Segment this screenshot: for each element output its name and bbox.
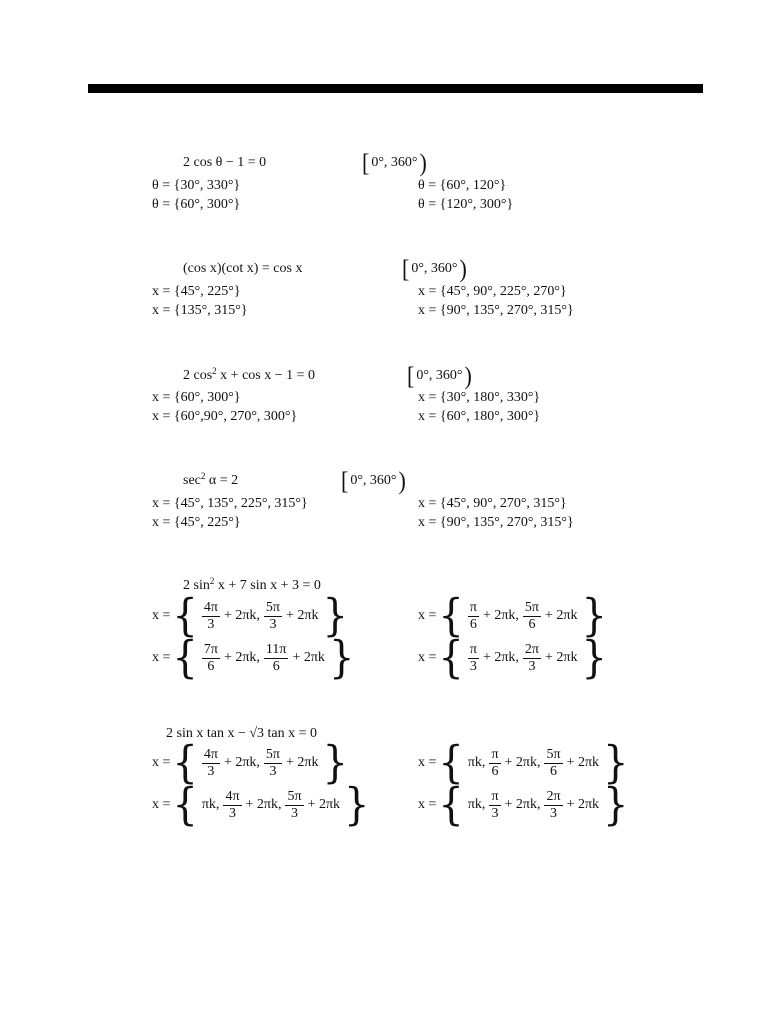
interval-4-text: 0°, 360° — [350, 473, 397, 488]
option-5b-frac1: $\frac{7\pi}{6}$ — [203, 641, 218, 674]
option-6a-frac2: $\frac{5\pi}{3}$ — [265, 746, 280, 779]
option-5b-term2: + 2πk — [292, 650, 325, 665]
option-1a[interactable]: θ = {30°, 330°} — [152, 178, 241, 193]
equation-4-prefix: sec — [183, 473, 201, 488]
open-brace: { — [438, 779, 464, 831]
option-3d[interactable]: x = {60°, 180°, 300°} — [418, 409, 541, 424]
interval-3-text: 0°, 360° — [416, 368, 463, 383]
option-1c[interactable]: θ = {60°, 120°} — [418, 178, 507, 193]
interval-4: [ 0°, 360° ) — [341, 466, 406, 495]
option-5d-frac1: $\frac{\pi}{3}$ — [469, 641, 477, 674]
close-brace: } — [581, 590, 607, 642]
option-5d-term2: + 2πk — [544, 650, 578, 665]
option-6d-frac1: $\frac{\pi}{3}$ — [491, 788, 499, 821]
option-5c-frac2: $\frac{5\pi}{6}$ — [524, 599, 539, 632]
option-5d[interactable] — [418, 632, 609, 684]
option-5c[interactable] — [418, 590, 609, 642]
equation-3-exponent: 2 — [212, 366, 217, 376]
option-2a[interactable]: x = {45°, 225°} — [152, 284, 241, 299]
option-5b-frac2: $\frac{11\pi}{6}$ — [265, 641, 287, 674]
equation-5 — [183, 577, 321, 595]
option-6b[interactable] — [152, 779, 371, 831]
open-brace: { — [172, 779, 198, 831]
equation-3-prefix: 2 cos — [183, 368, 213, 383]
option-6a-term1: + 2πk, — [223, 755, 260, 770]
option-6c-frac2: $\frac{5\pi}{6}$ — [546, 746, 561, 779]
option-5b-prefix: x = — [152, 650, 171, 665]
option-5a-term2: + 2πk — [285, 608, 319, 623]
option-5a[interactable] — [152, 590, 350, 642]
option-6d-term2: + 2πk — [566, 797, 600, 812]
close-brace: } — [581, 632, 607, 684]
equation-4 — [183, 472, 238, 490]
equation-6: 2 sin x tan x − √3 tan x = 0 — [166, 726, 318, 741]
option-5d-term1: + 2πk, — [482, 650, 519, 665]
option-5a-frac1: $\frac{4\pi}{3}$ — [203, 599, 218, 632]
equation-2: (cos x)(cot x) = cos x — [183, 261, 303, 276]
option-6b-term1: + 2πk, — [245, 797, 282, 812]
option-1d[interactable]: θ = {120°, 300°} — [418, 197, 514, 212]
open-brace: { — [172, 590, 198, 642]
option-6c-term2: + 2πk — [566, 755, 600, 770]
option-6a-prefix: x = — [152, 755, 171, 770]
option-5c-frac1: $\frac{\pi}{6}$ — [469, 599, 477, 632]
option-5a-prefix: x = — [152, 608, 171, 623]
open-brace: { — [172, 632, 198, 684]
option-5d-prefix: x = — [418, 650, 437, 665]
option-6b-prefix: x = — [152, 797, 171, 812]
option-4c[interactable]: x = {45°, 90°, 270°, 315°} — [418, 496, 567, 511]
close-brace: } — [322, 590, 348, 642]
option-5b-term1: + 2πk, — [223, 650, 260, 665]
option-6d-prefix: x = — [418, 797, 437, 812]
option-6b-pik: πk, — [201, 797, 220, 812]
option-5c-term2: + 2πk — [544, 608, 578, 623]
option-5a-frac2: $\frac{5\pi}{3}$ — [265, 599, 280, 632]
equation-3 — [183, 367, 315, 385]
option-1b[interactable]: θ = {60°, 300°} — [152, 197, 241, 212]
option-3a[interactable]: x = {60°, 300°} — [152, 390, 241, 405]
option-2c[interactable]: x = {45°, 90°, 225°, 270°} — [418, 284, 567, 299]
header-rule — [88, 84, 703, 93]
interval-3: [ 0°, 360° ) — [407, 361, 472, 390]
option-5d-frac2: $\frac{2\pi}{3}$ — [524, 641, 539, 674]
equation-4-suffix: α = 2 — [208, 473, 239, 488]
option-6c[interactable] — [418, 737, 630, 789]
option-6c-prefix: x = — [418, 755, 437, 770]
open-brace: { — [172, 737, 198, 789]
option-4a[interactable]: x = {45°, 135°, 225°, 315°} — [152, 496, 308, 511]
open-brace: { — [438, 590, 464, 642]
interval-2-text: 0°, 360° — [411, 261, 458, 276]
option-4d[interactable]: x = {90°, 135°, 270°, 315°} — [418, 515, 574, 530]
equation-3-suffix: x + cos x − 1 = 0 — [220, 368, 316, 383]
option-4b[interactable]: x = {45°, 225°} — [152, 515, 241, 530]
option-6d-pik: πk, — [467, 797, 486, 812]
close-brace: } — [603, 737, 629, 789]
option-6c-term1: + 2πk, — [504, 755, 541, 770]
option-6d-frac2: $\frac{2\pi}{3}$ — [546, 788, 561, 821]
equation-5-exponent: 2 — [209, 576, 215, 586]
close-brace: } — [322, 737, 348, 789]
close-brace: } — [328, 632, 355, 684]
option-6d-term1: + 2πk, — [504, 797, 541, 812]
interval-1-text: 0°, 360° — [371, 155, 418, 170]
option-3b[interactable]: x = {60°,90°, 270°, 300°} — [152, 409, 298, 424]
option-5c-term1: + 2πk, — [482, 608, 519, 623]
option-2b[interactable]: x = {135°, 315°} — [152, 303, 248, 318]
option-6a-frac1: $\frac{4\pi}{3}$ — [203, 746, 218, 779]
open-brace: { — [438, 737, 464, 789]
option-6c-pik: πk, — [467, 755, 486, 770]
option-6b-frac2: $\frac{5\pi}{3}$ — [287, 788, 302, 821]
option-6d[interactable] — [418, 779, 630, 831]
option-6b-frac1: $\frac{4\pi}{3}$ — [225, 788, 240, 821]
option-6a-term2: + 2πk — [285, 755, 319, 770]
option-5b[interactable] — [152, 632, 356, 684]
option-3c[interactable]: x = {30°, 180°, 330°} — [418, 390, 541, 405]
equation-1: 2 cos θ − 1 = 0 — [183, 155, 267, 170]
equation-4-exponent: 2 — [200, 471, 206, 481]
option-6b-term2: + 2πk — [307, 797, 341, 812]
close-brace: } — [344, 779, 370, 831]
option-5c-prefix: x = — [418, 608, 437, 623]
close-brace: } — [603, 779, 629, 831]
interval-2: [ 0°, 360° ) — [402, 254, 467, 283]
equation-5-prefix: 2 sin — [183, 578, 210, 593]
interval-1: [ 0°, 360° ) — [362, 148, 427, 177]
equation-5-suffix: x + 7 sin x + 3 = 0 — [217, 578, 321, 593]
option-6a[interactable] — [152, 737, 350, 789]
option-5a-term1: + 2πk, — [223, 608, 260, 623]
option-6c-frac1: $\frac{\pi}{6}$ — [491, 746, 499, 779]
option-2d[interactable]: x = {90°, 135°, 270°, 315°} — [418, 303, 574, 318]
open-brace: { — [438, 632, 464, 684]
